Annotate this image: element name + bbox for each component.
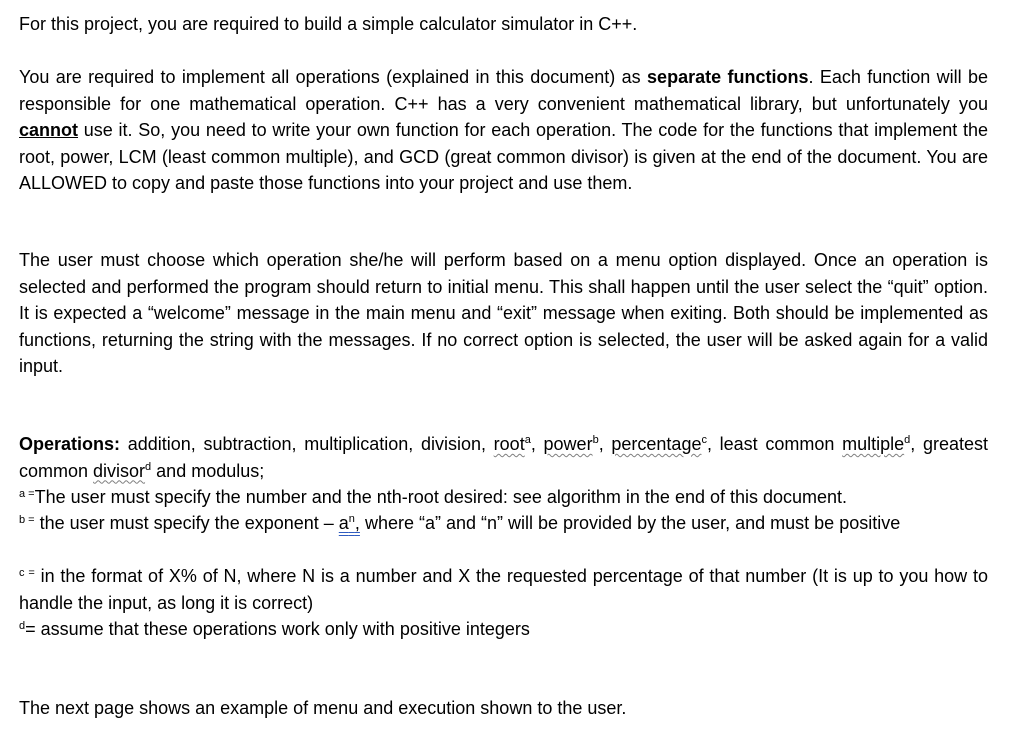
footnote-c-mark: c [19,567,25,579]
multiple-term: multiple [842,434,905,454]
footnote-d-mark: d [19,620,26,632]
footnote-d-text: = assume that these operations work only with positive integers [25,619,530,639]
functions-text-2: . Each function will be responsible for one mathematical operation. C++ has a very convenient mathematical library, but unfortunately you [19,67,988,114]
cannot-underlined: cannot [19,120,79,140]
footnote-c-text: in the format of X% of N, where N is a number and X the requested percentage of that number (It is up to you how to handle the input, as long it is correct) [19,566,989,613]
functions-text-1: You are required to implement all operations (explained in this document) as [19,67,648,87]
operations-label: Operations: [19,434,121,454]
operations-text-2: , least common [706,434,843,454]
functions-paragraph [19,64,988,197]
operations-text-3: , greatest common [19,434,988,481]
menu-paragraph: The user must choose which operation she/he will perform based on a menu option displayed. Once an operation is selected and performed the program should return to initial menu. This shall happen until the user select the “quit” option. It is expected a “welcome” message in the main menu and “exit” message when exiting. Both should be implemented as functions, returning the string with the messages. If no correct option is selected, the user will be asked again for a valid input. [19,250,988,376]
footnote-b-text-1: the user must specify the exponent – [34,513,339,533]
intro-paragraph: For this project, you are required to build a simple calculator simulator in C++. [19,14,638,34]
separate-functions-bold: separate functions [647,67,809,87]
percentage-term: percentage [611,434,702,454]
lcm-footnote-mark: d [904,434,911,446]
divisor-term: divisor [93,460,146,481]
percentage-footnote-mark: c [701,434,707,446]
operations-text-4: and modulus; [151,460,265,481]
footnote-b-text-2: where “a” and “n” will be provided by the user, and must be positive [359,513,901,533]
gcd-footnote-mark: d [145,460,152,473]
footnote-a-text: The user must specify the number and the nth-root desired: see algorithm in the end of this document. [34,487,848,507]
closing-paragraph: The next page shows an example of menu and execution shown to the user. [19,698,627,718]
footnote-c: $^c$ = in the format of X% of N, where N is a number and X the requested percentage of that number (It is up to you how to handle the input, as long it is correct) [19,566,989,613]
footnote-a: $^a$ =The user must specify the number and the nth-root desired: see algorithm in the end of this document. [19,487,848,507]
footnote-a-mark: a [19,488,26,500]
root-footnote-mark: a [524,434,531,446]
operations-paragraph: Operations: addition, subtraction, multiplication, division, root$^a$, power$^b$, percentage$^c$, least common multiple$^d$, greatest common divisor$^d$ and modulus; [19,434,988,481]
power-footnote-mark: b [592,434,599,446]
power-term: power [543,434,593,454]
functions-text-3: use it. So, you need to write your own function for each operation. The code for the functions that implement the root, power, LCM (least common multiple), and GCD (great common divisor) is given at the end of the document. You are ALLOWED to copy and paste those functions into your project and use them. [19,120,988,193]
footnote-b: $^b$ = the user must specify the exponent – $a^n$, where “a” and “n” will be provided by the user, and must be positive [19,513,901,533]
footnote-b-mark: b [19,514,26,526]
root-term: root [493,434,525,454]
operations-text-1: addition, subtraction, multiplication, division, [120,434,494,454]
footnote-d [19,616,988,643]
exponent-notation: $a^n$, [338,513,360,533]
